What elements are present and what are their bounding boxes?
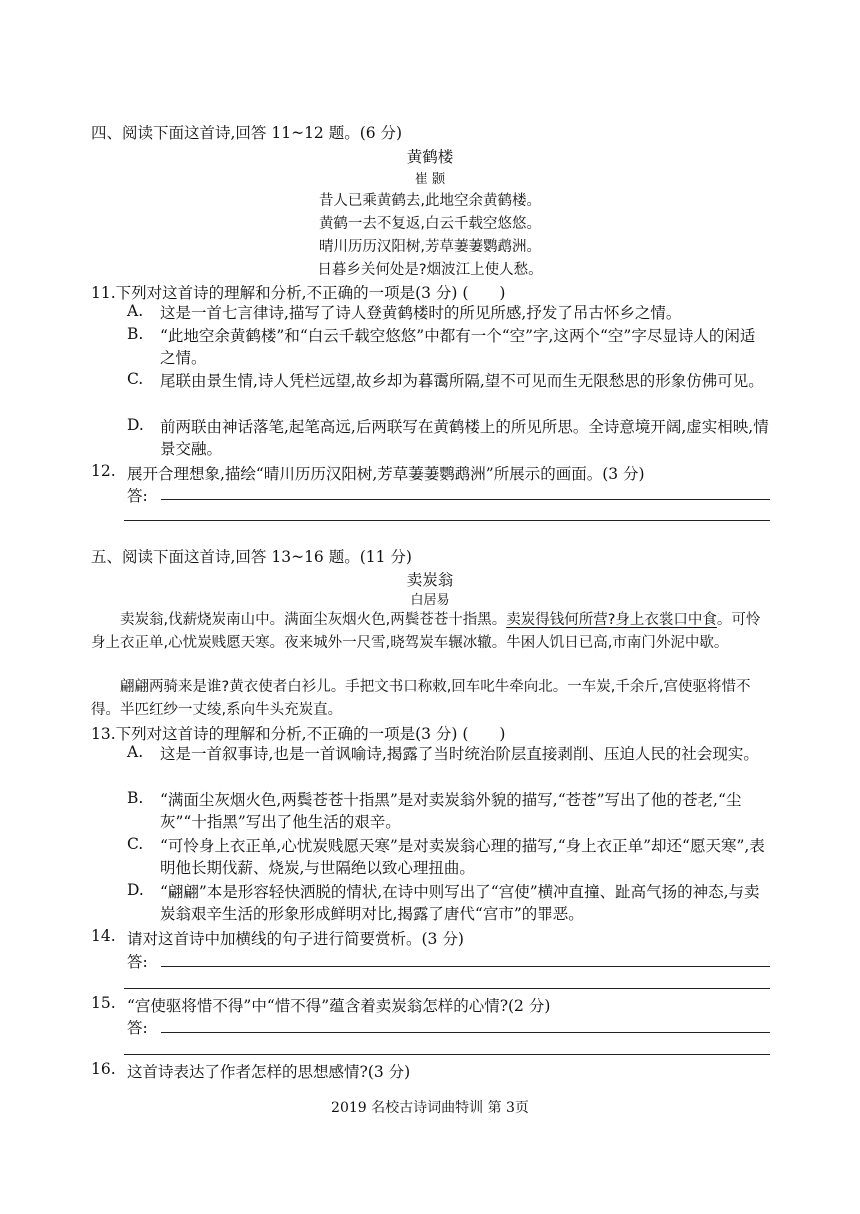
option-letter: B. <box>127 325 144 343</box>
answer-line[interactable] <box>124 988 770 989</box>
option-letter: A. <box>127 743 144 761</box>
answer-label: 答: <box>127 487 148 505</box>
option-text: 这是一首叙事诗,也是一首讽喻诗,揭露了当时统治阶层直接剥削、压迫人民的社会现实。 <box>160 745 759 763</box>
poem-title: 卖炭翁 <box>406 571 454 589</box>
option-text: “翩翩”本是形容轻快洒脱的情状,在诗中则写出了“宫使”横冲直撞、趾高气扬的神态,与卖炭翁艰辛生活的形象形成鲜明对比,揭露了唐代“宫市”的罪恶。 <box>160 883 760 923</box>
poem-line: 晴川历历汉阳树,芳草萋萋鹦鹉洲。 <box>318 239 542 255</box>
answer-label: 答: <box>127 953 148 971</box>
option-letter: B. <box>127 789 144 807</box>
answer-line[interactable] <box>124 1054 770 1055</box>
answer-label: 答: <box>127 1019 148 1037</box>
poem-text: 卖炭翁,伐薪烧炭南山中。满面尘灰烟火色,两鬓苍苍十指黑。 <box>120 612 507 628</box>
question-14-stem: 请对这首诗中加横线的句子进行简要赏析。(3 分) <box>127 930 464 948</box>
poem-author: 白居易 <box>410 593 450 608</box>
question-15-stem: “宫使驱将惜不得”中“惜不得”蕴含着卖炭翁怎样的心情?(2 分) <box>127 997 551 1015</box>
answer-line[interactable] <box>161 1032 770 1033</box>
underlined-sentence: 卖炭得钱何所营?身上衣裳口中食 <box>506 612 717 628</box>
option-text: “此地空余黄鹤楼”和“白云千载空悠悠”中都有一个“空”字,这两个“空”字尽显诗人的闲适之情。 <box>160 327 756 367</box>
question-12-stem: 展开合理想象,描绘“晴川历历汉阳树,芳草萋萋鹦鹉洲”所展示的画面。(3 分) <box>127 465 645 483</box>
option-letter: C. <box>127 370 144 388</box>
option-letter: A. <box>127 302 144 320</box>
option-text: “可怜身上衣正单,心忧炭贱愿天寒”是对卖炭翁心理的描写,“身上衣正单”却还“愿天寒”,表明他长期伐薪、烧炭,与世隔绝以致心理扭曲。 <box>160 837 765 877</box>
option-text: 尾联由景生情,诗人凭栏远望,故乡却为暮霭所隔,望不可见而生无限愁思的形象仿佛可见。 <box>160 372 764 390</box>
option-letter: D. <box>127 881 144 899</box>
question-14-number: 14. <box>91 927 116 945</box>
question-11-stem: 11.下列对这首诗的理解和分析,不正确的一项是(3 分) ( ) <box>91 284 506 302</box>
option-text: 这是一首七言律诗,描写了诗人登黄鹤楼时的所见所感,抒发了吊古怀乡之情。 <box>160 304 682 322</box>
question-16-stem: 这首诗表达了作者怎样的思想感情?(3 分) <box>127 1063 411 1081</box>
question-12-number: 12. <box>91 462 116 480</box>
poem-line: 日暮乡关何处是?烟波江上使人愁。 <box>317 262 543 278</box>
option-text: 前两联由神话落笔,起笔高远,后两联写在黄鹤楼上的所见所思。全诗意境开阔,虚实相映,情景交融。 <box>160 418 769 458</box>
page-footer: 2019 名校古诗词曲特训 第 3页 <box>331 1100 529 1116</box>
poem-paragraph-2: 翩翩两骑来是谁?黄衣使者白衫儿。手把文书口称敕,回车叱牛牵向北。一车炭,千余斤,宫使驱将惜不得。半匹红纱一丈绫,系向牛头充炭直。 <box>91 679 751 718</box>
option-letter: D. <box>127 416 144 434</box>
answer-line[interactable] <box>161 499 770 500</box>
poem-text: 。可怜身上衣正单,心忧炭贱愿天寒。夜来城外一尺雪,晓驾炭车辗冰辙。牛困人饥日已高,市南门外泥中歇。 <box>91 612 761 651</box>
poem-title: 黄鹤楼 <box>406 148 454 166</box>
answer-line[interactable] <box>161 966 770 967</box>
poem-line: 昔人已乘黄鹤去,此地空余黄鹤楼。 <box>318 193 542 209</box>
section-5-header: 五、阅读下面这首诗,回答 13~16 题。(11 分) <box>91 548 412 566</box>
answer-line[interactable] <box>124 520 770 521</box>
question-13-stem: 13.下列对这首诗的理解和分析,不正确的一项是(3 分) ( ) <box>91 725 506 743</box>
option-letter: C. <box>127 835 144 853</box>
option-text: “满面尘灰烟火色,两鬓苍苍十指黑”是对卖炭翁外貌的描写,“苍苍”写出了他的苍老,“尘灰”“十指黑”写出了他生活的艰辛。 <box>160 791 742 831</box>
poem-paragraph-1 <box>91 609 771 654</box>
poem-author: 崔 颢 <box>414 172 446 187</box>
question-15-number: 15. <box>91 994 116 1012</box>
poem-line: 黄鹤一去不复返,白云千载空悠悠。 <box>318 216 542 232</box>
section-4-header: 四、阅读下面这首诗,回答 11~12 题。(6 分) <box>91 124 403 142</box>
question-16-number: 16. <box>91 1060 116 1078</box>
